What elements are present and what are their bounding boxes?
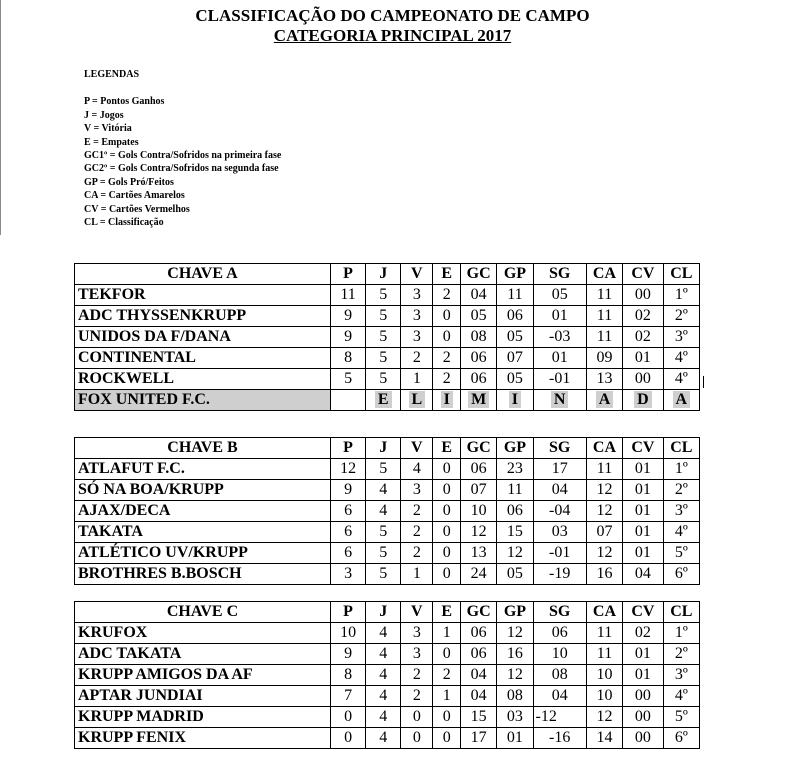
cell-j: 5 bbox=[366, 306, 401, 327]
cell-p: 6 bbox=[330, 501, 365, 522]
cell-gc: 06 bbox=[461, 369, 497, 390]
cell-gp: 12 bbox=[497, 543, 533, 564]
cell-e: 1 bbox=[433, 686, 461, 707]
cell-p: 7 bbox=[330, 686, 365, 707]
team-name: ATLAFUT F.C. bbox=[75, 459, 331, 480]
cell-cv: 00 bbox=[623, 369, 664, 390]
header-row bbox=[75, 264, 700, 285]
cell-e: 0 bbox=[433, 306, 461, 327]
elimination-letter: A bbox=[596, 391, 614, 408]
cell-gc: 17 bbox=[461, 728, 497, 749]
cell-e: 2 bbox=[433, 285, 461, 306]
column-header-gc: GC bbox=[461, 602, 497, 623]
elimination-letter: L bbox=[409, 391, 426, 408]
cell-v: 3 bbox=[401, 623, 433, 644]
elimination-letter-cell bbox=[461, 390, 497, 411]
column-header-cv: CV bbox=[623, 264, 664, 285]
legend-item: GC2º = Gols Contra/Sofridos na segunda fase bbox=[84, 163, 279, 175]
cell-sg: 01 bbox=[533, 306, 586, 327]
cell-j: 5 bbox=[366, 543, 401, 564]
cell-ca: 11 bbox=[586, 623, 622, 644]
elimination-letter: E bbox=[375, 391, 392, 408]
table-row bbox=[75, 348, 700, 369]
column-header-gc: GC bbox=[461, 438, 497, 459]
team-name: KRUPP MADRID bbox=[75, 707, 331, 728]
cell-v: 0 bbox=[401, 707, 433, 728]
cell-cv: 00 bbox=[623, 686, 664, 707]
cell-e: 2 bbox=[433, 665, 461, 686]
cell-gp: 12 bbox=[497, 665, 533, 686]
column-header-sg: SG bbox=[533, 264, 586, 285]
column-header-p: P bbox=[330, 438, 365, 459]
cell-sg: 06 bbox=[533, 623, 586, 644]
team-name: ADC TAKATA bbox=[75, 644, 331, 665]
table-row bbox=[75, 728, 700, 749]
cell-cv: 02 bbox=[623, 327, 664, 348]
cell-gc: 15 bbox=[461, 707, 497, 728]
legend bbox=[84, 68, 281, 229]
cell-cv: 00 bbox=[623, 285, 664, 306]
cell-p: 0 bbox=[330, 707, 365, 728]
cell-ca: 14 bbox=[586, 728, 622, 749]
elimination-letter-cell bbox=[586, 390, 622, 411]
cell-e: 0 bbox=[433, 644, 461, 665]
cell-cl: 4º bbox=[663, 348, 699, 369]
cell-sg: -01 bbox=[533, 369, 586, 390]
legend-item: GC1º = Gols Contra/Sofridos na primeira fase bbox=[84, 150, 282, 162]
cell-j: 5 bbox=[366, 327, 401, 348]
cell-ca: 11 bbox=[586, 327, 622, 348]
team-name: KRUPP AMIGOS DA AF bbox=[75, 665, 331, 686]
legend-item: J = Jogos bbox=[84, 109, 124, 121]
cell-gc: 08 bbox=[461, 327, 497, 348]
cell-p: 9 bbox=[330, 644, 365, 665]
cell-p: 6 bbox=[330, 522, 365, 543]
legend-list bbox=[84, 95, 281, 229]
team-name: SÓ NA BOA/KRUPP bbox=[75, 480, 331, 501]
column-header-ca: CA bbox=[586, 264, 622, 285]
legend-item: CV = Cartões Vermelhos bbox=[84, 203, 190, 215]
cell-e: 0 bbox=[433, 459, 461, 480]
elimination-letter-cell bbox=[663, 390, 699, 411]
cell-cl: 5º bbox=[663, 543, 699, 564]
group-name-header: CHAVE C bbox=[75, 602, 331, 623]
cell-p: 11 bbox=[330, 285, 365, 306]
elimination-letter-cell bbox=[533, 390, 586, 411]
cell-e: 2 bbox=[433, 369, 461, 390]
cell-v: 3 bbox=[401, 480, 433, 501]
standings-table-chave-c bbox=[74, 601, 700, 749]
cell-v: 3 bbox=[401, 327, 433, 348]
column-header-j: J bbox=[366, 438, 401, 459]
cell-gc: 06 bbox=[461, 644, 497, 665]
column-header-cl: CL bbox=[663, 602, 699, 623]
cell-sg: -12 bbox=[533, 707, 586, 728]
cell-gc: 12 bbox=[461, 522, 497, 543]
column-header-gp: GP bbox=[497, 264, 533, 285]
cell-gp: 03 bbox=[497, 707, 533, 728]
column-header-p: P bbox=[330, 264, 365, 285]
cell-e: 0 bbox=[433, 728, 461, 749]
cell-p: 0 bbox=[330, 728, 365, 749]
elimination-letter: N bbox=[551, 391, 569, 408]
cell-gp: 08 bbox=[497, 686, 533, 707]
cell-p: 9 bbox=[330, 480, 365, 501]
team-name: AJAX/DECA bbox=[75, 501, 331, 522]
team-name: APTAR JUNDIAI bbox=[75, 686, 331, 707]
cell-gc: 05 bbox=[461, 306, 497, 327]
cell-cl: 4º bbox=[663, 369, 699, 390]
table-row bbox=[75, 285, 700, 306]
cell-p: 8 bbox=[330, 665, 365, 686]
cell-cl: 3º bbox=[663, 327, 699, 348]
cell-ca: 12 bbox=[586, 707, 622, 728]
column-header-cl: CL bbox=[663, 438, 699, 459]
cell-e: 0 bbox=[433, 707, 461, 728]
legend-item: CA = Cartões Amarelos bbox=[84, 190, 185, 202]
table-row bbox=[75, 480, 700, 501]
cell-v: 2 bbox=[401, 348, 433, 369]
team-name: FOX UNITED F.C. bbox=[75, 390, 331, 411]
column-header-j: J bbox=[366, 264, 401, 285]
cell-cv: 04 bbox=[623, 564, 664, 585]
elimination-letter: I bbox=[441, 391, 453, 408]
cell-j: 4 bbox=[366, 728, 401, 749]
column-header-p: P bbox=[330, 602, 365, 623]
cell-p: 6 bbox=[330, 543, 365, 564]
column-header-v: V bbox=[401, 438, 433, 459]
cell-e: 0 bbox=[433, 327, 461, 348]
cell-cl: 1º bbox=[663, 623, 699, 644]
cell-ca: 13 bbox=[586, 369, 622, 390]
legend-item: E = Empates bbox=[84, 136, 139, 148]
cell-cl: 2º bbox=[663, 480, 699, 501]
header-row bbox=[75, 438, 700, 459]
cell-ca: 11 bbox=[586, 644, 622, 665]
cell-e: 0 bbox=[433, 480, 461, 501]
column-header-e: E bbox=[433, 264, 461, 285]
eliminated-row bbox=[75, 390, 700, 411]
team-name: TAKATA bbox=[75, 522, 331, 543]
elimination-letter: M bbox=[468, 391, 489, 408]
cell-ca: 11 bbox=[586, 285, 622, 306]
cell-cv: 01 bbox=[623, 644, 664, 665]
cell-gc: 04 bbox=[461, 285, 497, 306]
cell-v: 2 bbox=[401, 686, 433, 707]
cell-j: 4 bbox=[366, 644, 401, 665]
cell-v: 2 bbox=[401, 665, 433, 686]
cell-ca: 09 bbox=[586, 348, 622, 369]
table-row bbox=[75, 707, 700, 728]
team-name: KRUPP FENIX bbox=[75, 728, 331, 749]
team-name: TEKFOR bbox=[75, 285, 331, 306]
column-header-e: E bbox=[433, 602, 461, 623]
cell-p: 3 bbox=[330, 564, 365, 585]
cell-v: 4 bbox=[401, 459, 433, 480]
cell-v: 1 bbox=[401, 369, 433, 390]
cell-sg: 05 bbox=[533, 285, 586, 306]
cell-cl: 3º bbox=[663, 665, 699, 686]
cell-p: 12 bbox=[330, 459, 365, 480]
team-name: CONTINENTAL bbox=[75, 348, 331, 369]
cell-v: 2 bbox=[401, 543, 433, 564]
cell-v: 3 bbox=[401, 285, 433, 306]
cell-gp: 16 bbox=[497, 644, 533, 665]
cell-cl: 2º bbox=[663, 306, 699, 327]
table-row bbox=[75, 522, 700, 543]
standings-table-chave-a bbox=[74, 263, 700, 411]
cell-gp: 11 bbox=[497, 480, 533, 501]
cell-v: 3 bbox=[401, 306, 433, 327]
page-subtitle: CATEGORIA PRINCIPAL 2017 bbox=[273, 26, 512, 45]
page-title: CLASSIFICAÇÃO DO CAMPEONATO DE CAMPO bbox=[195, 6, 590, 25]
cell-ca: 10 bbox=[586, 686, 622, 707]
column-header-sg: SG bbox=[533, 602, 586, 623]
column-header-ca: CA bbox=[586, 438, 622, 459]
team-name: ATLÉTICO UV/KRUPP bbox=[75, 543, 331, 564]
cell-gp: 23 bbox=[497, 459, 533, 480]
cell-ca: 11 bbox=[586, 306, 622, 327]
cell-cl: 6º bbox=[663, 728, 699, 749]
cell-v: 1 bbox=[401, 564, 433, 585]
cell-cl: 3º bbox=[663, 501, 699, 522]
cell-gp: 06 bbox=[497, 306, 533, 327]
cell-e: 0 bbox=[433, 564, 461, 585]
cell-j: 5 bbox=[366, 564, 401, 585]
cell-ca: 12 bbox=[586, 480, 622, 501]
cell-sg: -03 bbox=[533, 327, 586, 348]
cell-sg: 04 bbox=[533, 480, 586, 501]
cell-cv: 01 bbox=[623, 480, 664, 501]
cell-ca: 16 bbox=[586, 564, 622, 585]
cell-cv: 01 bbox=[623, 522, 664, 543]
cell-v: 0 bbox=[401, 728, 433, 749]
cell-ca: 12 bbox=[586, 543, 622, 564]
cell-e: 2 bbox=[433, 348, 461, 369]
column-header-cl: CL bbox=[663, 264, 699, 285]
elimination-letter-cell bbox=[433, 390, 461, 411]
cell-cl: 1º bbox=[663, 459, 699, 480]
cell-j: 4 bbox=[366, 480, 401, 501]
table-row bbox=[75, 564, 700, 585]
cell-v: 2 bbox=[401, 522, 433, 543]
cell-cv: 01 bbox=[623, 348, 664, 369]
cell-p: 9 bbox=[330, 306, 365, 327]
cell-cl: 4º bbox=[663, 686, 699, 707]
team-name: ADC THYSSENKRUPP bbox=[75, 306, 331, 327]
cell-j: 4 bbox=[366, 707, 401, 728]
cell-cl: 1º bbox=[663, 285, 699, 306]
cell-sg: -01 bbox=[533, 543, 586, 564]
cell-gc: 24 bbox=[461, 564, 497, 585]
group-name-header: CHAVE B bbox=[75, 438, 331, 459]
elimination-letter-cell bbox=[401, 390, 433, 411]
elimination-letter: A bbox=[673, 391, 691, 408]
cell-gp: 07 bbox=[497, 348, 533, 369]
legend-item: CL = Classificação bbox=[84, 217, 164, 229]
cell-gp: 01 bbox=[497, 728, 533, 749]
cell-cv: 01 bbox=[623, 665, 664, 686]
elimination-letter: I bbox=[509, 391, 521, 408]
table-row bbox=[75, 306, 700, 327]
legend-item: GP = Gols Pró/Feitos bbox=[84, 176, 174, 188]
cell-v: 3 bbox=[401, 644, 433, 665]
cell-cv: 01 bbox=[623, 459, 664, 480]
table-row bbox=[75, 327, 700, 348]
cell-sg: 04 bbox=[533, 686, 586, 707]
column-header-sg: SG bbox=[533, 438, 586, 459]
cell-ca: 11 bbox=[586, 459, 622, 480]
cell-cv: 00 bbox=[623, 728, 664, 749]
cell-j: 5 bbox=[366, 285, 401, 306]
cell-sg: 03 bbox=[533, 522, 586, 543]
column-header-gc: GC bbox=[461, 264, 497, 285]
cell-cl: 5º bbox=[663, 707, 699, 728]
cell-gc: 06 bbox=[461, 348, 497, 369]
team-name: ROCKWELL bbox=[75, 369, 331, 390]
cell-gc: 04 bbox=[461, 686, 497, 707]
legend-item: V = Vitória bbox=[84, 123, 132, 135]
header-row bbox=[75, 602, 700, 623]
cell-sg: 17 bbox=[533, 459, 586, 480]
cell-cv: 02 bbox=[623, 306, 664, 327]
elimination-letter-cell bbox=[366, 390, 401, 411]
cell-gc: 13 bbox=[461, 543, 497, 564]
standings-table-chave-b bbox=[74, 437, 700, 585]
table-row bbox=[75, 623, 700, 644]
cell-p: 9 bbox=[330, 327, 365, 348]
elimination-letter: D bbox=[634, 391, 652, 408]
legend-heading: LEGENDAS bbox=[84, 69, 140, 80]
column-header-ca: CA bbox=[586, 602, 622, 623]
elimination-letter-cell bbox=[623, 390, 664, 411]
cell-j: 4 bbox=[366, 501, 401, 522]
column-header-gp: GP bbox=[497, 438, 533, 459]
cell-gc: 04 bbox=[461, 665, 497, 686]
cell-j: 4 bbox=[366, 665, 401, 686]
table-row bbox=[75, 644, 700, 665]
cell-sg: -16 bbox=[533, 728, 586, 749]
cell-e: 0 bbox=[433, 522, 461, 543]
cell-sg: -04 bbox=[533, 501, 586, 522]
team-name: BROTHRES B.BOSCH bbox=[75, 564, 331, 585]
cell-ca: 12 bbox=[586, 501, 622, 522]
team-name: KRUFOX bbox=[75, 623, 331, 644]
column-header-cv: CV bbox=[623, 438, 664, 459]
cell-cv: 00 bbox=[623, 707, 664, 728]
cell-cv: 02 bbox=[623, 623, 664, 644]
column-header-v: V bbox=[401, 264, 433, 285]
cell-sg: 01 bbox=[533, 348, 586, 369]
table-row bbox=[75, 459, 700, 480]
cell-e: 0 bbox=[433, 543, 461, 564]
text-cursor bbox=[703, 376, 704, 388]
legend-item: P = Pontos Ganhos bbox=[84, 96, 165, 108]
cell-p: 8 bbox=[330, 348, 365, 369]
column-header-cv: CV bbox=[623, 602, 664, 623]
cell-cv: 01 bbox=[623, 543, 664, 564]
table-row bbox=[75, 501, 700, 522]
cell-gc: 07 bbox=[461, 480, 497, 501]
cell-cl: 2º bbox=[663, 644, 699, 665]
cell-sg: 08 bbox=[533, 665, 586, 686]
team-name: UNIDOS DA F/DANA bbox=[75, 327, 331, 348]
table-row bbox=[75, 369, 700, 390]
cell-gc: 06 bbox=[461, 623, 497, 644]
cell-cv: 01 bbox=[623, 501, 664, 522]
table-row bbox=[75, 543, 700, 564]
cell-j: 5 bbox=[366, 459, 401, 480]
cell-ca: 10 bbox=[586, 665, 622, 686]
cell-j: 5 bbox=[366, 348, 401, 369]
column-header-gp: GP bbox=[497, 602, 533, 623]
cell-cl: 6º bbox=[663, 564, 699, 585]
table-row bbox=[75, 686, 700, 707]
group-name-header: CHAVE A bbox=[75, 264, 331, 285]
cell-gp: 05 bbox=[497, 369, 533, 390]
column-header-e: E bbox=[433, 438, 461, 459]
cell-p bbox=[330, 390, 365, 411]
table-row bbox=[75, 665, 700, 686]
elimination-letter-cell bbox=[497, 390, 533, 411]
cell-v: 2 bbox=[401, 501, 433, 522]
cell-j: 4 bbox=[366, 623, 401, 644]
cell-gp: 11 bbox=[497, 285, 533, 306]
cell-j: 5 bbox=[366, 369, 401, 390]
cell-sg: -19 bbox=[533, 564, 586, 585]
cell-gp: 06 bbox=[497, 501, 533, 522]
cell-j: 4 bbox=[366, 686, 401, 707]
column-header-j: J bbox=[366, 602, 401, 623]
cell-cl: 4º bbox=[663, 522, 699, 543]
cell-gp: 12 bbox=[497, 623, 533, 644]
cell-e: 0 bbox=[433, 501, 461, 522]
cell-sg: 10 bbox=[533, 644, 586, 665]
cell-gp: 05 bbox=[497, 327, 533, 348]
cell-gp: 05 bbox=[497, 564, 533, 585]
cell-gc: 10 bbox=[461, 501, 497, 522]
cell-p: 5 bbox=[330, 369, 365, 390]
column-header-v: V bbox=[401, 602, 433, 623]
cell-j: 5 bbox=[366, 522, 401, 543]
cell-p: 10 bbox=[330, 623, 365, 644]
cell-e: 1 bbox=[433, 623, 461, 644]
cell-gc: 06 bbox=[461, 459, 497, 480]
cell-gp: 15 bbox=[497, 522, 533, 543]
cell-ca: 07 bbox=[586, 522, 622, 543]
